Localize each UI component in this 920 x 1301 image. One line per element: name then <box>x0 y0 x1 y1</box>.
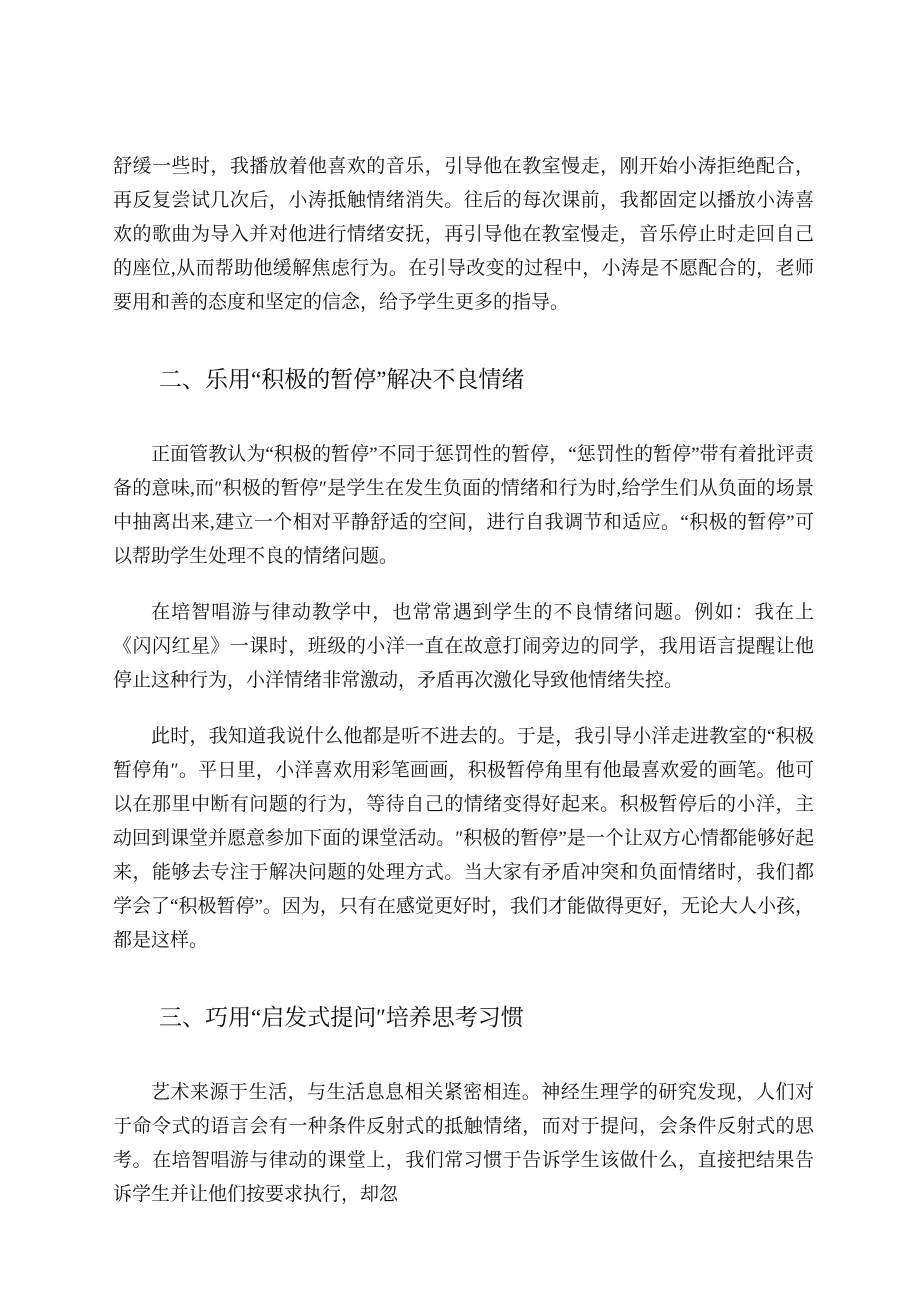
body-paragraph-cutoff: 艺术来源于生活，与生活息息相关紧密相连。神经生理学的研究发现，人们对于命令式的语言会有一种条件反射式的抵触情绪，而对于提问，会条件反射式的思考。在培智唱游与律动的课堂上，我们常习惯于告诉学生该做什么，直接把结果告诉学生并让他们按要求执行，却忽 <box>113 1082 814 1205</box>
body-paragraph: 此时，我知道我说什么他都是听不进去的。于是，我引导小洋走进教室的“积极暂停角″。平日里，小洋喜欢用彩笔画画，积极暂停角里有他最喜欢爱的画笔。他可以在那里中断有问题的行为，等待自己的情绪变得好起来。积极暂停后的小洋，主动回到课堂并愿意参加下面的课堂活动。″积极的暂停”是一个让双方心情都能够好起来，能够去专注于解决问题的处理方式。当大家有矛盾冲突和负面情绪时，我们都学会了“积极暂停”。因为，只有在感觉更好时，我们才能做得更好，无论大人小孩，都是这样。 <box>113 726 814 951</box>
section-heading-positive-pause: 二、乐用“积极的暂停”解决不良情绪 <box>159 367 525 392</box>
section-heading-heuristic-questioning: 三、巧用“启发式提问″培养思考习惯 <box>159 1005 524 1030</box>
body-paragraph-continued: 舒缓一些时，我播放着他喜欢的音乐，引导他在教室慢走，刚开始小涛拒绝配合，再反复尝试几次后，小涛抵触情绪消失。往后的每次课前，我都固定以播放小涛喜欢的歌曲为导入并对他进行情绪安抚，再引导他在教室慢走，音乐停止时走回自己的座位,从而帮助他缓解焦虑行为。在引导改变的过程中，小涛是不愿配合的，老师要用和善的态度和坚定的信念，给予学生更多的指导。 <box>113 156 814 313</box>
body-paragraph: 正面管教认为“积极的暂停”不同于惩罚性的暂停，“惩罚性的暂停”带有着批评责备的意味,而″积极的暂停″是学生在发生负面的情绪和行为时,给学生们从负面的场景中抽离出来,建立一个相对平静舒适的空间，进行自我调节和适应。“积极的暂停”可以帮助学生处理不良的情绪问题。 <box>113 444 814 567</box>
body-paragraph: 在培智唱游与律动教学中，也常常遇到学生的不良情绪问题。例如：我在上《闪闪红星》一课时，班级的小洋一直在故意打闹旁边的同学，我用语言提醒让他停止这种行为，小洋情绪非常激动，矛盾再次激化导致他情绪失控。 <box>113 602 814 691</box>
